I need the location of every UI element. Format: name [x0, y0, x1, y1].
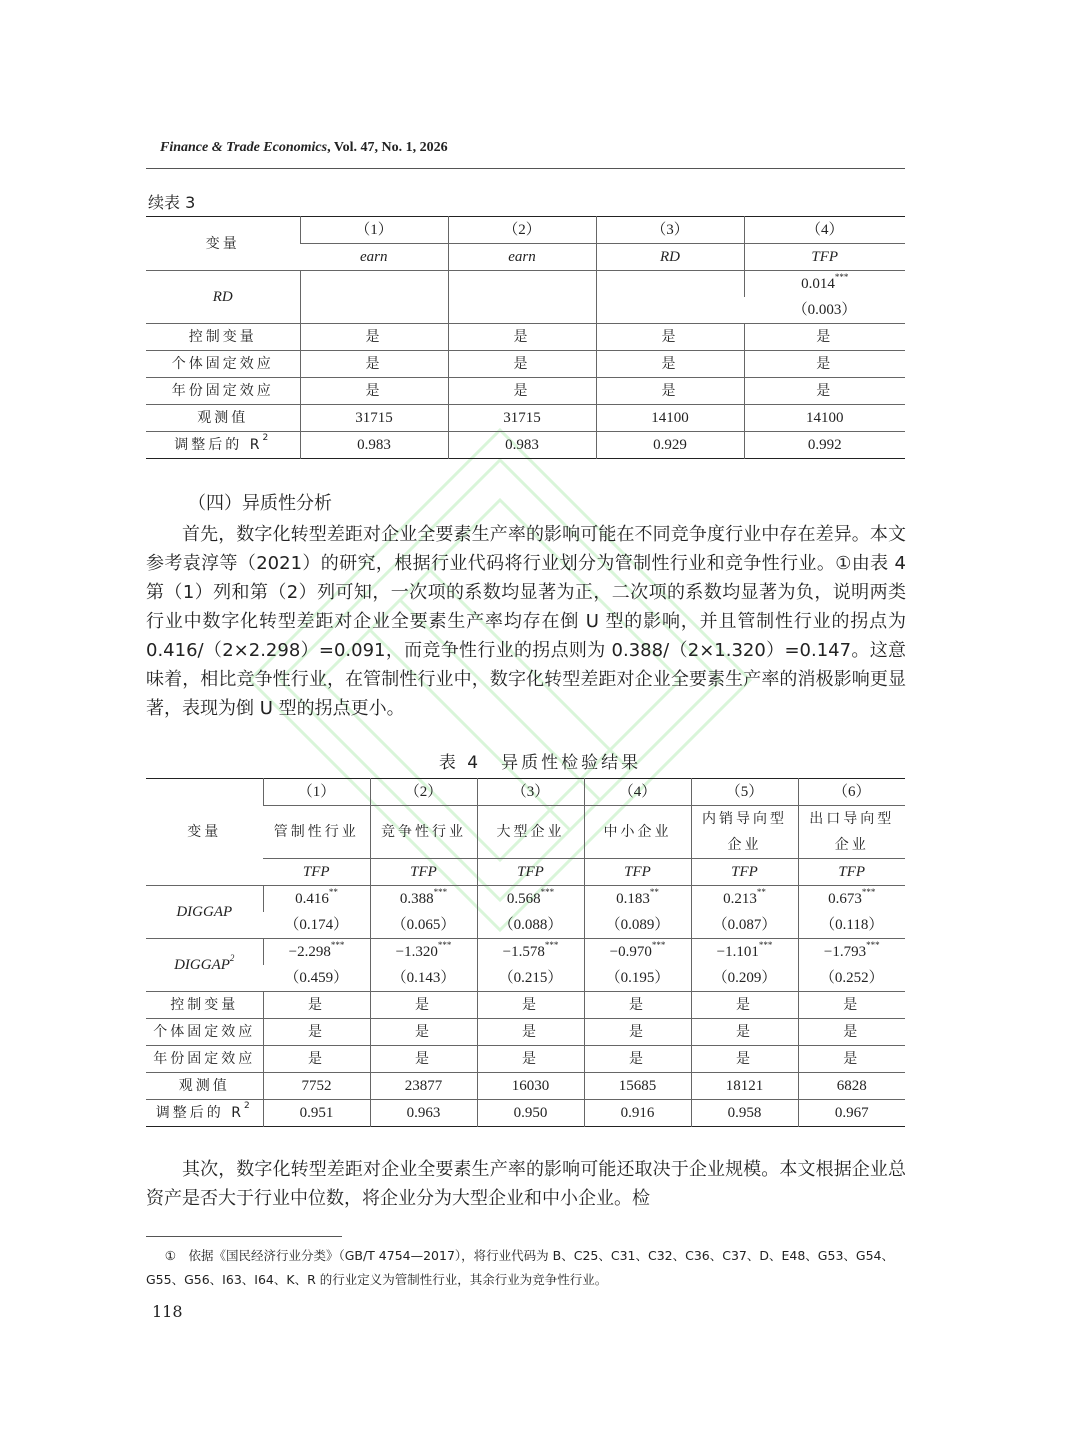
- table3-caption: 续表 3: [148, 193, 196, 212]
- coef: −1.578***: [477, 939, 584, 966]
- row-label-diggap2: DIGGAP$^2$: [146, 939, 263, 992]
- col-dep: TFP: [263, 859, 370, 886]
- row-label: 年份固定效应: [146, 378, 300, 405]
- coef: 0.183**: [584, 886, 691, 913]
- col-group: 出口导向型企业: [798, 806, 905, 859]
- row-label: 观测值: [146, 1073, 263, 1100]
- coef: 0.673***: [798, 886, 905, 913]
- se: （0.209）: [691, 965, 798, 992]
- col-num: （2）: [370, 779, 477, 806]
- col-group: 管制性行业: [263, 806, 370, 859]
- coef: −1.101***: [691, 939, 798, 966]
- col-num: （6）: [798, 779, 905, 806]
- row-label: 年份固定效应: [146, 1046, 263, 1073]
- col-num: （3）: [596, 217, 744, 244]
- row-label-diggap: DIGGAP: [146, 886, 263, 939]
- row-label: 个体固定效应: [146, 351, 300, 378]
- footnote-rule: [146, 1236, 342, 1237]
- rd-coef: 0.014***: [744, 271, 905, 298]
- se: （0.459）: [284, 970, 349, 986]
- se: （0.087）: [691, 912, 798, 939]
- row-label-r2: 调整后的 $R^2$: [146, 432, 300, 459]
- table-3: 变量 （1） （2） （3） （4） earn earn RD TFP RD 0.014*** （0.003） 控制变量 是 是 是 是 个体固定效应 是 是 是 是 年份固定效应 是 是 是 是 观测值 31715 31715 14100 14100 调整后的 $R^2$ 0.983 0.983 0.929 0.992: [146, 216, 905, 459]
- col-group: 大型企业: [477, 806, 584, 859]
- var-header: 变量: [205, 235, 240, 252]
- coef: −1.320***: [370, 939, 477, 966]
- coef: 0.213**: [691, 886, 798, 913]
- col-dep: earn: [448, 244, 596, 271]
- journal-name: Finance & Trade Economics: [160, 140, 328, 155]
- se: （0.143）: [370, 965, 477, 992]
- col-group: 中小企业: [584, 806, 691, 859]
- col-dep: TFP: [798, 859, 905, 886]
- col-dep: TFP: [370, 859, 477, 886]
- col-num: （1）: [300, 217, 448, 244]
- journal-volume: , Vol. 47, No. 1, 2026: [327, 140, 448, 155]
- se: （0.174）: [284, 917, 349, 933]
- paragraph-2: 其次，数字化转型差距对企业全要素生产率的影响可能还取决于企业规模。本文根据企业总资产是否大于行业中位数，将企业分为大型企业和中小企业。检: [146, 1159, 906, 1209]
- se: （0.118）: [798, 912, 905, 939]
- col-dep: RD: [596, 244, 744, 271]
- se: （0.195）: [584, 965, 691, 992]
- col-dep: TFP: [477, 859, 584, 886]
- row-label-r2: 调整后的 $R^2$: [146, 1100, 263, 1127]
- se: （0.088）: [477, 912, 584, 939]
- page-number: 118: [152, 1302, 183, 1321]
- coef: −0.970***: [584, 939, 691, 966]
- se: （0.252）: [798, 965, 905, 992]
- col-dep: TFP: [691, 859, 798, 886]
- footnote: ① 依据《国民经济行业分类》（GB/T 4754—2017），将行业代码为 B、C25、C31、C32、C36、C37、D、E48、G53、G54、G55、G56、I63、I64、K、R 的行业定义为管制性行业，其余行业为竞争性行业。: [146, 1248, 894, 1287]
- col-num: （4）: [744, 217, 905, 244]
- col-num: （2）: [448, 217, 596, 244]
- row-label: 个体固定效应: [146, 1019, 263, 1046]
- section-title: （四）异质性分析: [188, 493, 332, 514]
- coef: 0.388***: [370, 886, 477, 913]
- table4-caption: 表 4 异质性检验结果: [438, 753, 642, 773]
- col-dep: earn: [300, 244, 448, 271]
- coef: −1.793***: [798, 939, 905, 966]
- se: （0.065）: [370, 912, 477, 939]
- col-dep: TFP: [744, 244, 905, 271]
- col-group: 内销导向型企业: [691, 806, 798, 859]
- row-label-rd: RD: [146, 271, 300, 324]
- se: （0.215）: [477, 965, 584, 992]
- col-num: （4）: [584, 779, 691, 806]
- table-4: 变量 （1） （2） （3） （4） （5） （6） 管制性行业 竞争性行业 大型企业 中小企业 内销导向型企业 出口导向型企业 TFP TFP TFP TFP TFP TFP DIGGAP 0.416** 0.388*** 0.568*** 0.183** 0.213** 0.673*** （0.174） （0.065） （0.088） （0.089） （0.087） （0.118） DIGGAP$^2$ −2.298*** −1.320*** −1.578*** −0.970*** −1.101*** −1.793*** （0.459） （0.143） （0.215） （0.195） （0.209） （0.252） 控制变量 是 是 是 是 是 是 个体固定效应 是 是 是 是 是 是 年份固定效应 是 是 是 是 是 是 观测值 7752 23877 16030 15685 18121 6828 调整后的 $R^2$ 0.951 0.963 0.950 0.916 0.958 0.967: [146, 778, 905, 1127]
- paragraph-1: 首先，数字化转型差距对企业全要素生产率的影响可能在不同竞争度行业中存在差异。本文参考袁淳等（2021）的研究，根据行业代码将行业划分为管制性行业和竞争性行业。①由表 4 第（1）列和第（2）列可知，一次项的系数均显著为正，二次项的系数均显著为负，说明两类行业中数字化转型差距对企业全要素生产率均存在倒 U 型的影响，并且管制性行业的拐点为 0.416/（2×2.298）=0.091，而竞争性行业的拐点则为 0.388/（2×1.320）=0.147。这意味着，相比竞争性行业，在管制性行业中，数字化转型差距对企业全要素生产率的消极影响更显著，表现为倒 U 型的拐点更小。: [146, 524, 906, 719]
- header-rule: [146, 168, 905, 169]
- col-num: （5）: [691, 779, 798, 806]
- col-num: （3）: [477, 779, 584, 806]
- row-label: 观测值: [146, 405, 300, 432]
- col-dep: TFP: [584, 859, 691, 886]
- running-header: [160, 140, 448, 156]
- coef: 0.416**: [263, 886, 370, 913]
- coef: 0.568***: [477, 886, 584, 913]
- coef: −2.298***: [263, 939, 370, 966]
- row-label: 控制变量: [146, 992, 263, 1019]
- se: （0.089）: [584, 912, 691, 939]
- var-header: 变量: [187, 824, 222, 840]
- row-label: 控制变量: [146, 324, 300, 351]
- rd-se: （0.003）: [792, 302, 857, 318]
- col-num: （1）: [263, 779, 370, 806]
- col-group: 竞争性行业: [370, 806, 477, 859]
